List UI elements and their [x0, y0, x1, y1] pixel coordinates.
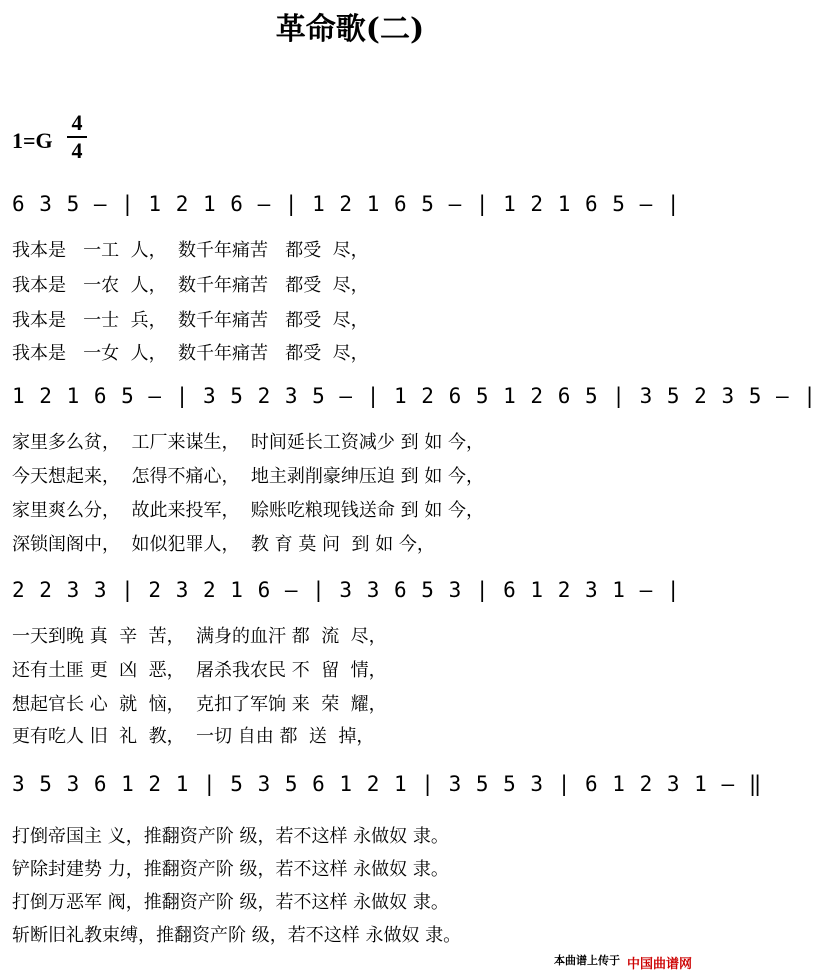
lyric-line: 斩断旧礼教束缚，推翻资产阶 级，若不这样 永做奴 隶。: [12, 925, 462, 946]
lyric-line: 今天想起来， 怎得不痛心， 地主剥削豪绅压迫 到 如 今，: [12, 466, 485, 487]
lyric-line: 铲除封建势 力，推翻资产阶 级，若不这样 永做奴 隶。: [12, 859, 449, 880]
lyric-line: 还有土匪 更 凶 恶， 屠杀我农民 不 留 情，: [12, 660, 387, 681]
upload-credit: 本曲谱上传于: [554, 954, 620, 967]
lyric-line: 我本是 一工 人， 数千年痛苦 都受 尽，: [12, 240, 369, 261]
notation-line-4: 3 5 3 6 1 2 1 | 5 3 5 6 1 2 1 | 3 5 5 3 | 6 1 2 3 1 – ‖: [12, 772, 763, 796]
notation-line-3: 2 2 3 3 | 2 3 2 1 6 – | 3 3 6 5 3 | 6 1 2 3 1 – |: [12, 578, 681, 602]
notation-line-2: 1 2 1 6 5 – | 3 5 2 3 5 – | 1 2 6 5 1 2 6 5 | 3 5 2 3 5 – |: [12, 384, 817, 408]
lyric-line: 一天到晚 真 辛 苦， 满身的血汗 都 流 尽，: [12, 626, 387, 647]
lyric-line: 我本是 一士 兵， 数千年痛苦 都受 尽，: [12, 310, 369, 331]
lyric-line: 我本是 一农 人， 数千年痛苦 都受 尽，: [12, 275, 369, 296]
lyric-line: 深锁闺阁中， 如似犯罪人， 教 育 莫 问 到 如 今，: [12, 534, 435, 555]
lyric-line: 打倒帝国主 义，推翻资产阶 级，若不这样 永做奴 隶。: [12, 826, 449, 847]
page-title: 革命歌(二): [275, 12, 425, 47]
lyric-line: 想起官长 心 就 恼， 克扣了军饷 来 荣 耀，: [12, 694, 387, 715]
notation-line-1: 6 3 5 – | 1 2 1 6 – | 1 2 1 6 5 – | 1 2 1 6 5 – |: [12, 192, 681, 216]
lyric-line: 我本是 一女 人， 数千年痛苦 都受 尽，: [12, 343, 369, 364]
time-signature-bottom: 4: [71, 138, 83, 163]
key-signature: 1=G: [12, 128, 53, 153]
lyric-line: 打倒万恶军 阀，推翻资产阶 级，若不这样 永做奴 隶。: [12, 892, 449, 913]
time-signature: [66, 110, 88, 164]
site-logo[interactable]: 中国曲谱网: [626, 957, 692, 972]
time-signature-top: 4: [71, 110, 83, 135]
lyric-line: 家里爽么分， 故此来投军， 赊账吃粮现钱送命 到 如 今，: [12, 500, 485, 521]
lyric-line: 更有吃人 旧 礼 教， 一切 自由 都 送 掉，: [12, 726, 375, 747]
lyric-line: 家里多么贫， 工厂来谋生， 时间延长工资减少 到 如 今，: [12, 432, 485, 453]
